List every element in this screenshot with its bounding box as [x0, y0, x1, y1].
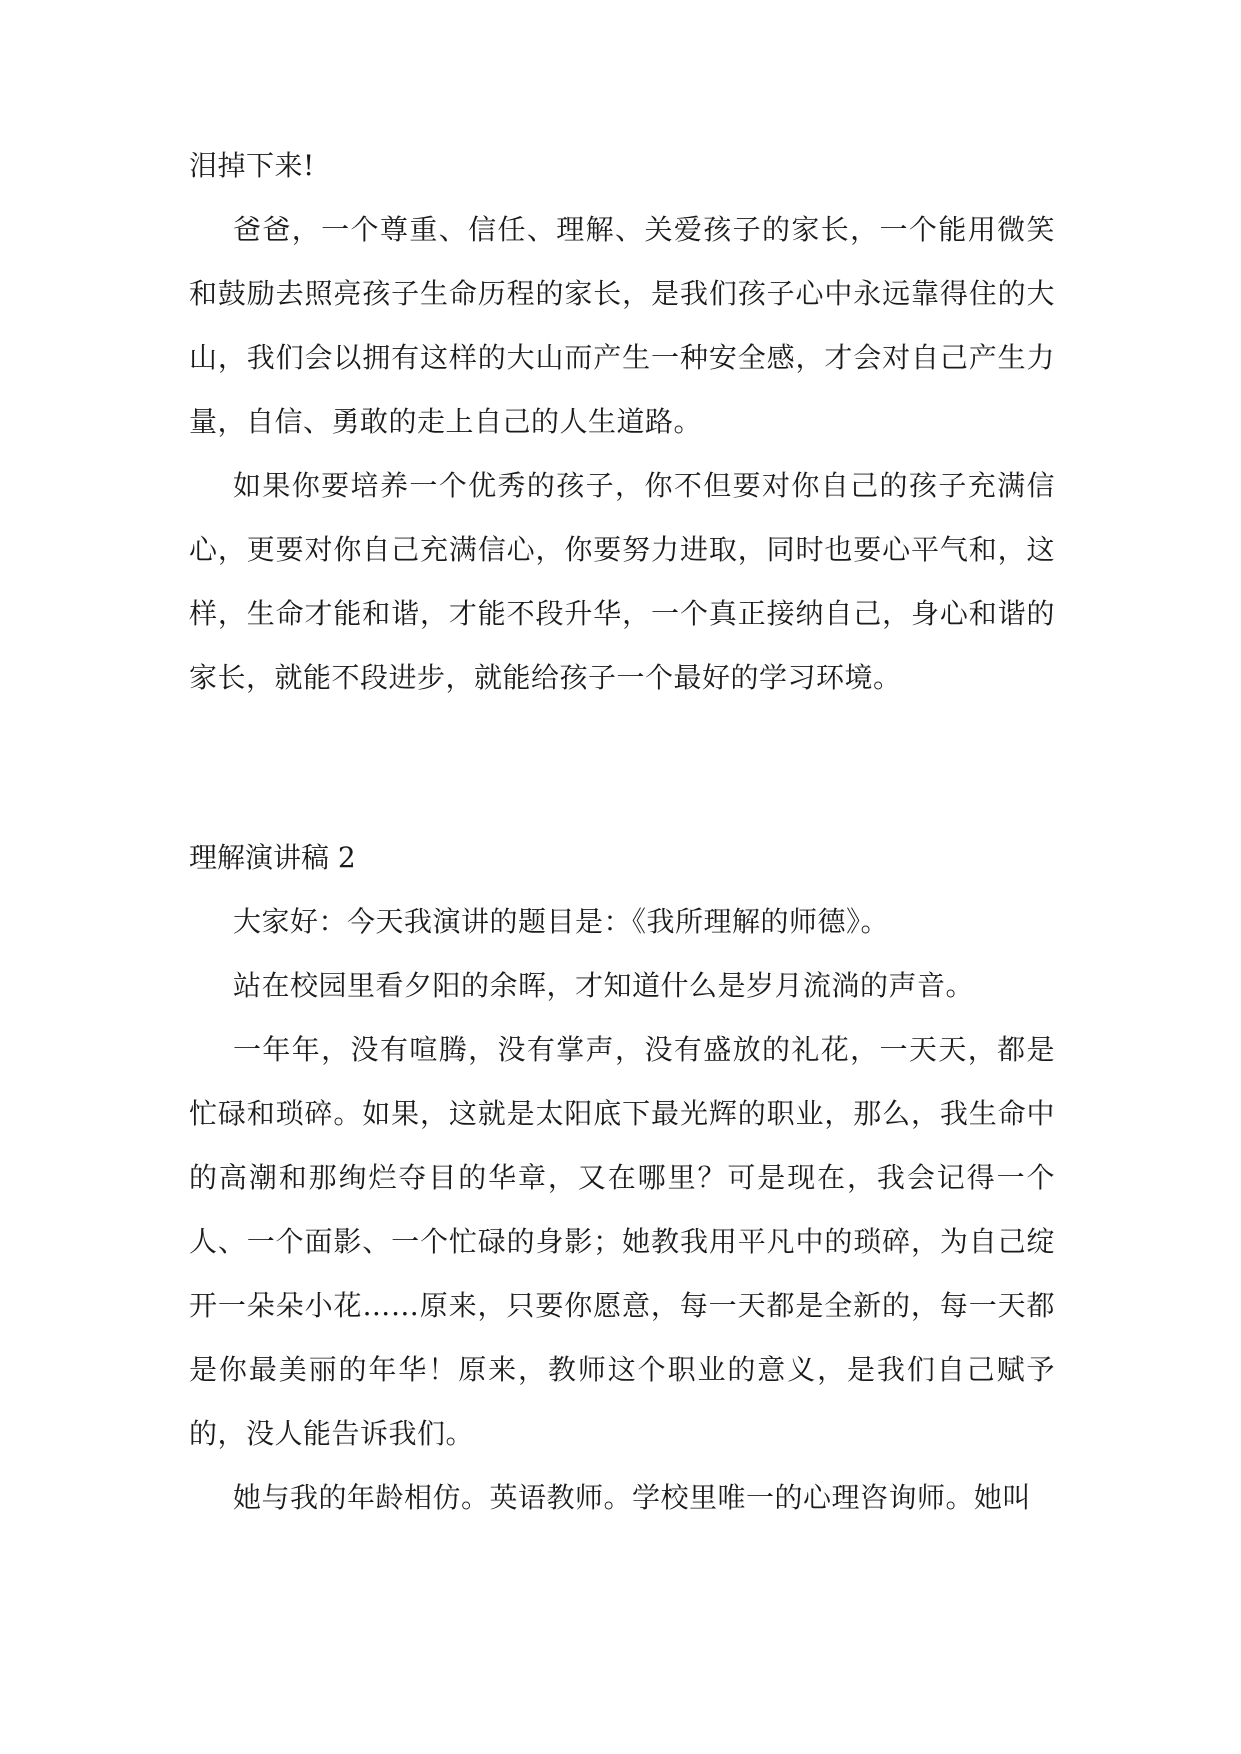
paragraph-father: 爸爸，一个尊重、信任、理解、关爱孩子的家长，一个能用微笑和鼓励去照亮孩子生命历程的家长，是我们孩子心中永远靠得住的大山，我们会以拥有这样的大山而产生一种安全感，才会对自己产生力量，自信、勇敢的走上自己的人生道路。 — [189, 213, 1055, 438]
opening-fragment: 泪掉下来! — [189, 149, 315, 182]
paragraph-her-age: 她与我的年龄相仿。英语教师。学校里唯一的心理咨询师。她叫 — [233, 1481, 1032, 1514]
paragraph-cultivate-child: 如果你要培养一个优秀的孩子，你不但要对你自己的孩子充满信心，更要对你自己充满信心，你要努力进取，同时也要心平气和，这样，生命才能和谐，才能不段升华，一个真正接纳自己，身心和谐的家长，就能不段进步，就能给孩子一个最好的学习环境。 — [189, 469, 1055, 694]
paragraph-greeting: 大家好：今天我演讲的题目是：《我所理解的师德》。 — [233, 905, 890, 938]
paragraph-sunset: 站在校园里看夕阳的余晖，才知道什么是岁月流淌的声音。 — [233, 969, 975, 1002]
section-heading: 理解演讲稿 2 — [189, 841, 356, 874]
paragraph-year-after-year: 一年年，没有喧腾，没有掌声，没有盛放的礼花，一天天，都是忙碌和琐碎。如果，这就是太阳底下最光辉的职业，那么，我生命中的高潮和那绚烂夺目的华章，又在哪里？可是现在，我会记得一个人、一个面影、一个忙碌的身影；她教我用平凡中的琐碎，为自己绽开一朵朵小花……原来，只要你愿意，每一天都是全新的，每一天都是你最美丽的年华！原来，教师这个职业的意义，是我们自己赋予的，没人能告诉我们。 — [189, 1033, 1055, 1450]
